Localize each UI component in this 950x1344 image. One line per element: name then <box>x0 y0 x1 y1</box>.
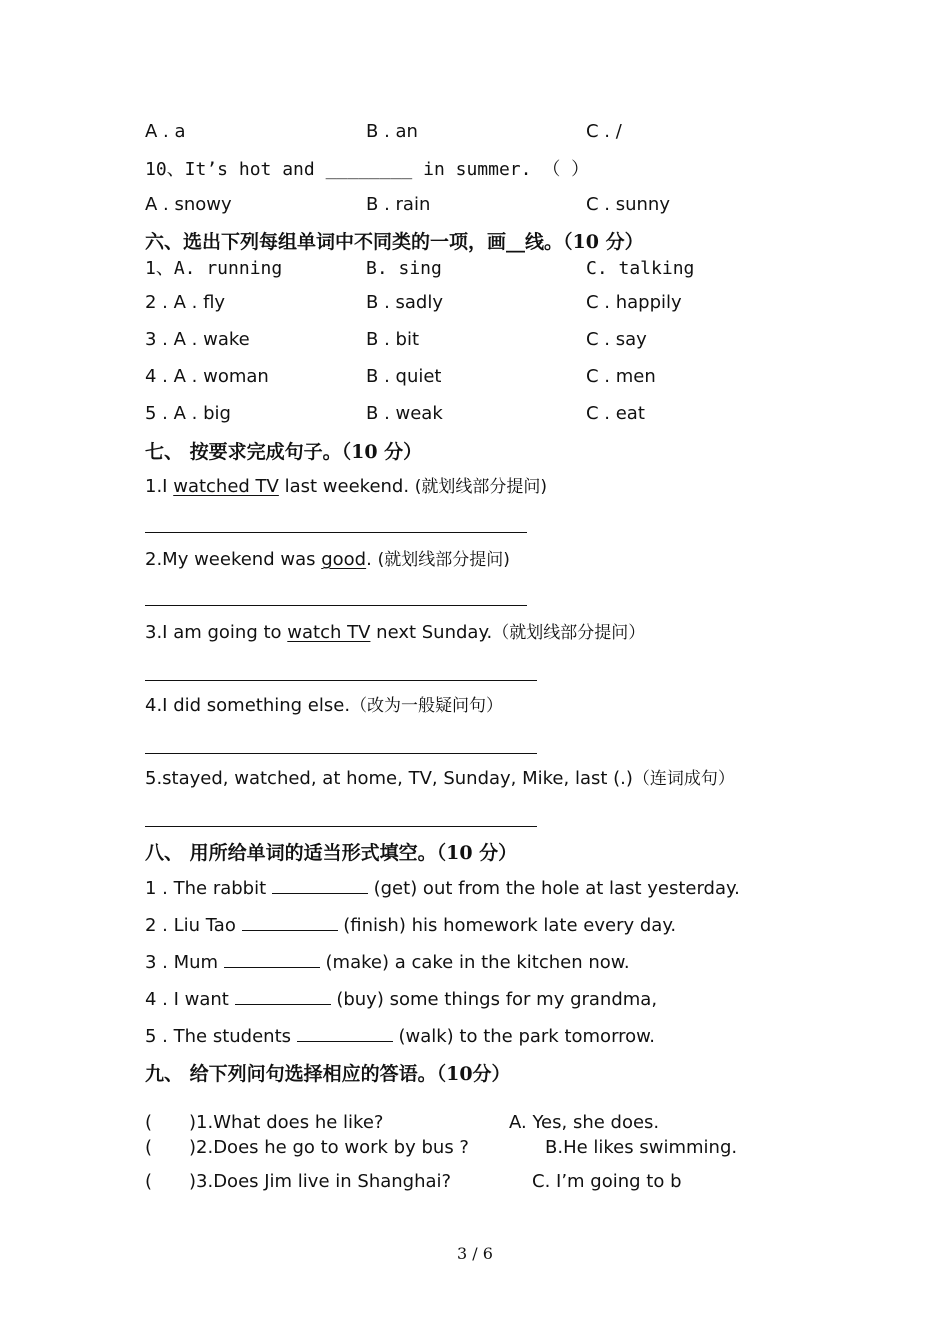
sec6-item-4-a: 4 . A . woman <box>145 366 269 387</box>
sec8-item-5-blank[interactable] <box>297 1025 393 1042</box>
sec7-title: 七、 按要求完成句子。（10 分） <box>145 441 423 463</box>
sec7-answer-line-3[interactable] <box>145 680 537 681</box>
sec8-item-4-post: (buy) some things for my grandma, <box>330 989 658 1011</box>
sec6-title <box>145 231 644 253</box>
q10-stem-before: 10、It’s hot and <box>145 159 315 180</box>
sec7-q2-note: (就划线部分提问) <box>377 550 510 570</box>
sec6-item-1-a: 1、A. running <box>145 258 283 279</box>
q10-blank: ________ <box>325 159 413 180</box>
sec9-item-1-paren[interactable]: ( <box>145 1112 153 1133</box>
page-number: 3 / 6 <box>457 1244 493 1263</box>
sec8-item-1-blank[interactable] <box>272 877 368 894</box>
sec6-item-5-c: C . eat <box>586 403 645 424</box>
sec7-q4 <box>145 695 503 717</box>
sec9-item-1-answer: A. Yes, she does. <box>509 1112 660 1133</box>
q10-stem-after: in summer. <box>423 159 532 180</box>
sec8-item-1-post: (get) out from the hole at last yesterday. <box>367 878 740 900</box>
sec6-item-1-c: C. talking <box>586 258 695 279</box>
sec6-item-4-b: B . quiet <box>366 366 442 387</box>
sec7-answer-line-1[interactable] <box>145 532 527 533</box>
sec8-item-3 <box>145 951 630 974</box>
sec7-q1-post: last weekend. <box>278 476 415 497</box>
sec9-item-2-paren[interactable]: ( <box>145 1137 153 1158</box>
sec8-item-5-pre: 5 . The students <box>145 1026 297 1048</box>
sec9-item-2-answer: B.He likes swimming. <box>545 1137 738 1158</box>
sec6-title-blank: __ <box>506 231 526 253</box>
sec9-item-1-question: )1.What does he like? <box>189 1112 384 1133</box>
sec7-q2 <box>145 549 510 571</box>
q10-option-b: B . rain <box>366 194 431 215</box>
sec8-item-4 <box>145 988 657 1011</box>
sec7-q4-pre: 4.I did something else. <box>145 695 351 716</box>
sec9-item-3-paren[interactable]: ( <box>145 1171 153 1192</box>
sec7-q3-pre: 3.I am going to <box>145 622 288 643</box>
sec7-q1-underlined: watched TV <box>173 476 279 497</box>
sec6-item-5-b: B . weak <box>366 403 443 424</box>
sec8-item-1 <box>145 877 740 900</box>
sec8-item-5-post: (walk) to the park tomorrow. <box>392 1026 655 1048</box>
sec7-q3 <box>145 622 645 644</box>
sec7-q1-pre: 1.I <box>145 476 174 497</box>
sec8-item-1-pre: 1 . The rabbit <box>145 878 272 900</box>
sec7-q2-pre: 2.My weekend was <box>145 549 322 570</box>
sec9-title: 九、 给下列问句选择相应的答语。（10分） <box>145 1063 511 1085</box>
sec7-q3-post: next Sunday. <box>370 622 493 643</box>
sec8-item-3-pre: 3 . Mum <box>145 952 224 974</box>
sec6-title-after: 线。（10 分） <box>525 231 644 253</box>
q10-paren: （ ） <box>542 159 590 180</box>
sec8-item-4-blank[interactable] <box>235 988 331 1005</box>
q9-option-b: B . an <box>366 121 418 142</box>
sec6-item-3-a: 3 . A . wake <box>145 329 250 350</box>
sec7-q3-underlined: watch TV <box>287 622 371 643</box>
sec8-item-2-blank[interactable] <box>242 914 338 931</box>
sec8-title: 八、 用所给单词的适当形式填空。（10 分） <box>145 842 518 864</box>
sec8-item-4-pre: 4 . I want <box>145 989 235 1011</box>
sec7-answer-line-2[interactable] <box>145 605 527 606</box>
sec8-item-2 <box>145 914 676 937</box>
q9-option-a: A . a <box>145 121 186 142</box>
sec7-q4-note: （改为一般疑问句） <box>350 696 504 716</box>
sec8-item-2-post: (finish) his homework late every day. <box>337 915 677 937</box>
sec6-item-3-b: B . bit <box>366 329 419 350</box>
sec7-answer-line-5[interactable] <box>145 826 537 827</box>
sec6-item-4-c: C . men <box>586 366 656 387</box>
sec7-q5-note: （连词成句） <box>632 769 735 789</box>
sec7-q2-underlined: good <box>321 549 367 570</box>
sec6-item-2-a: 2 . A . fly <box>145 292 226 313</box>
sec7-q5 <box>145 768 735 790</box>
sec8-item-3-post: (make) a cake in the kitchen now. <box>319 952 630 974</box>
sec6-item-2-c: C . happily <box>586 292 682 313</box>
sec9-item-2-question: )2.Does he go to work by bus ? <box>189 1137 469 1158</box>
sec6-item-2-b: B . sadly <box>366 292 444 313</box>
sec7-answer-line-4[interactable] <box>145 753 537 754</box>
q10-option-c: C . sunny <box>586 194 670 215</box>
sec7-q1 <box>145 476 547 498</box>
sec6-item-3-c: C . say <box>586 329 647 350</box>
q10-stem <box>145 159 589 181</box>
sec8-item-5 <box>145 1025 655 1048</box>
sec9-item-3-question: )3.Does Jim live in Shanghai? <box>189 1171 452 1192</box>
sec6-title-before: 六、选出下列每组单词中不同类的一项，画 <box>145 231 507 253</box>
sec8-item-2-pre: 2 . Liu Tao <box>145 915 242 937</box>
sec8-item-3-blank[interactable] <box>224 951 320 968</box>
sec7-q2-post: . <box>366 549 378 570</box>
sec7-q3-note: （就划线部分提问） <box>492 623 646 643</box>
q10-option-a: A . snowy <box>145 194 232 215</box>
sec7-q1-note: (就划线部分提问) <box>414 477 548 497</box>
sec6-item-5-a: 5 . A . big <box>145 403 231 424</box>
sec9-item-3-answer: C. I’m going to b <box>532 1171 682 1192</box>
sec7-q5-pre: 5.stayed, watched, at home, TV, Sunday, Mike, last (.) <box>145 768 633 789</box>
q9-option-c: C . / <box>586 121 622 142</box>
sec6-item-1-b: B. sing <box>366 258 442 279</box>
